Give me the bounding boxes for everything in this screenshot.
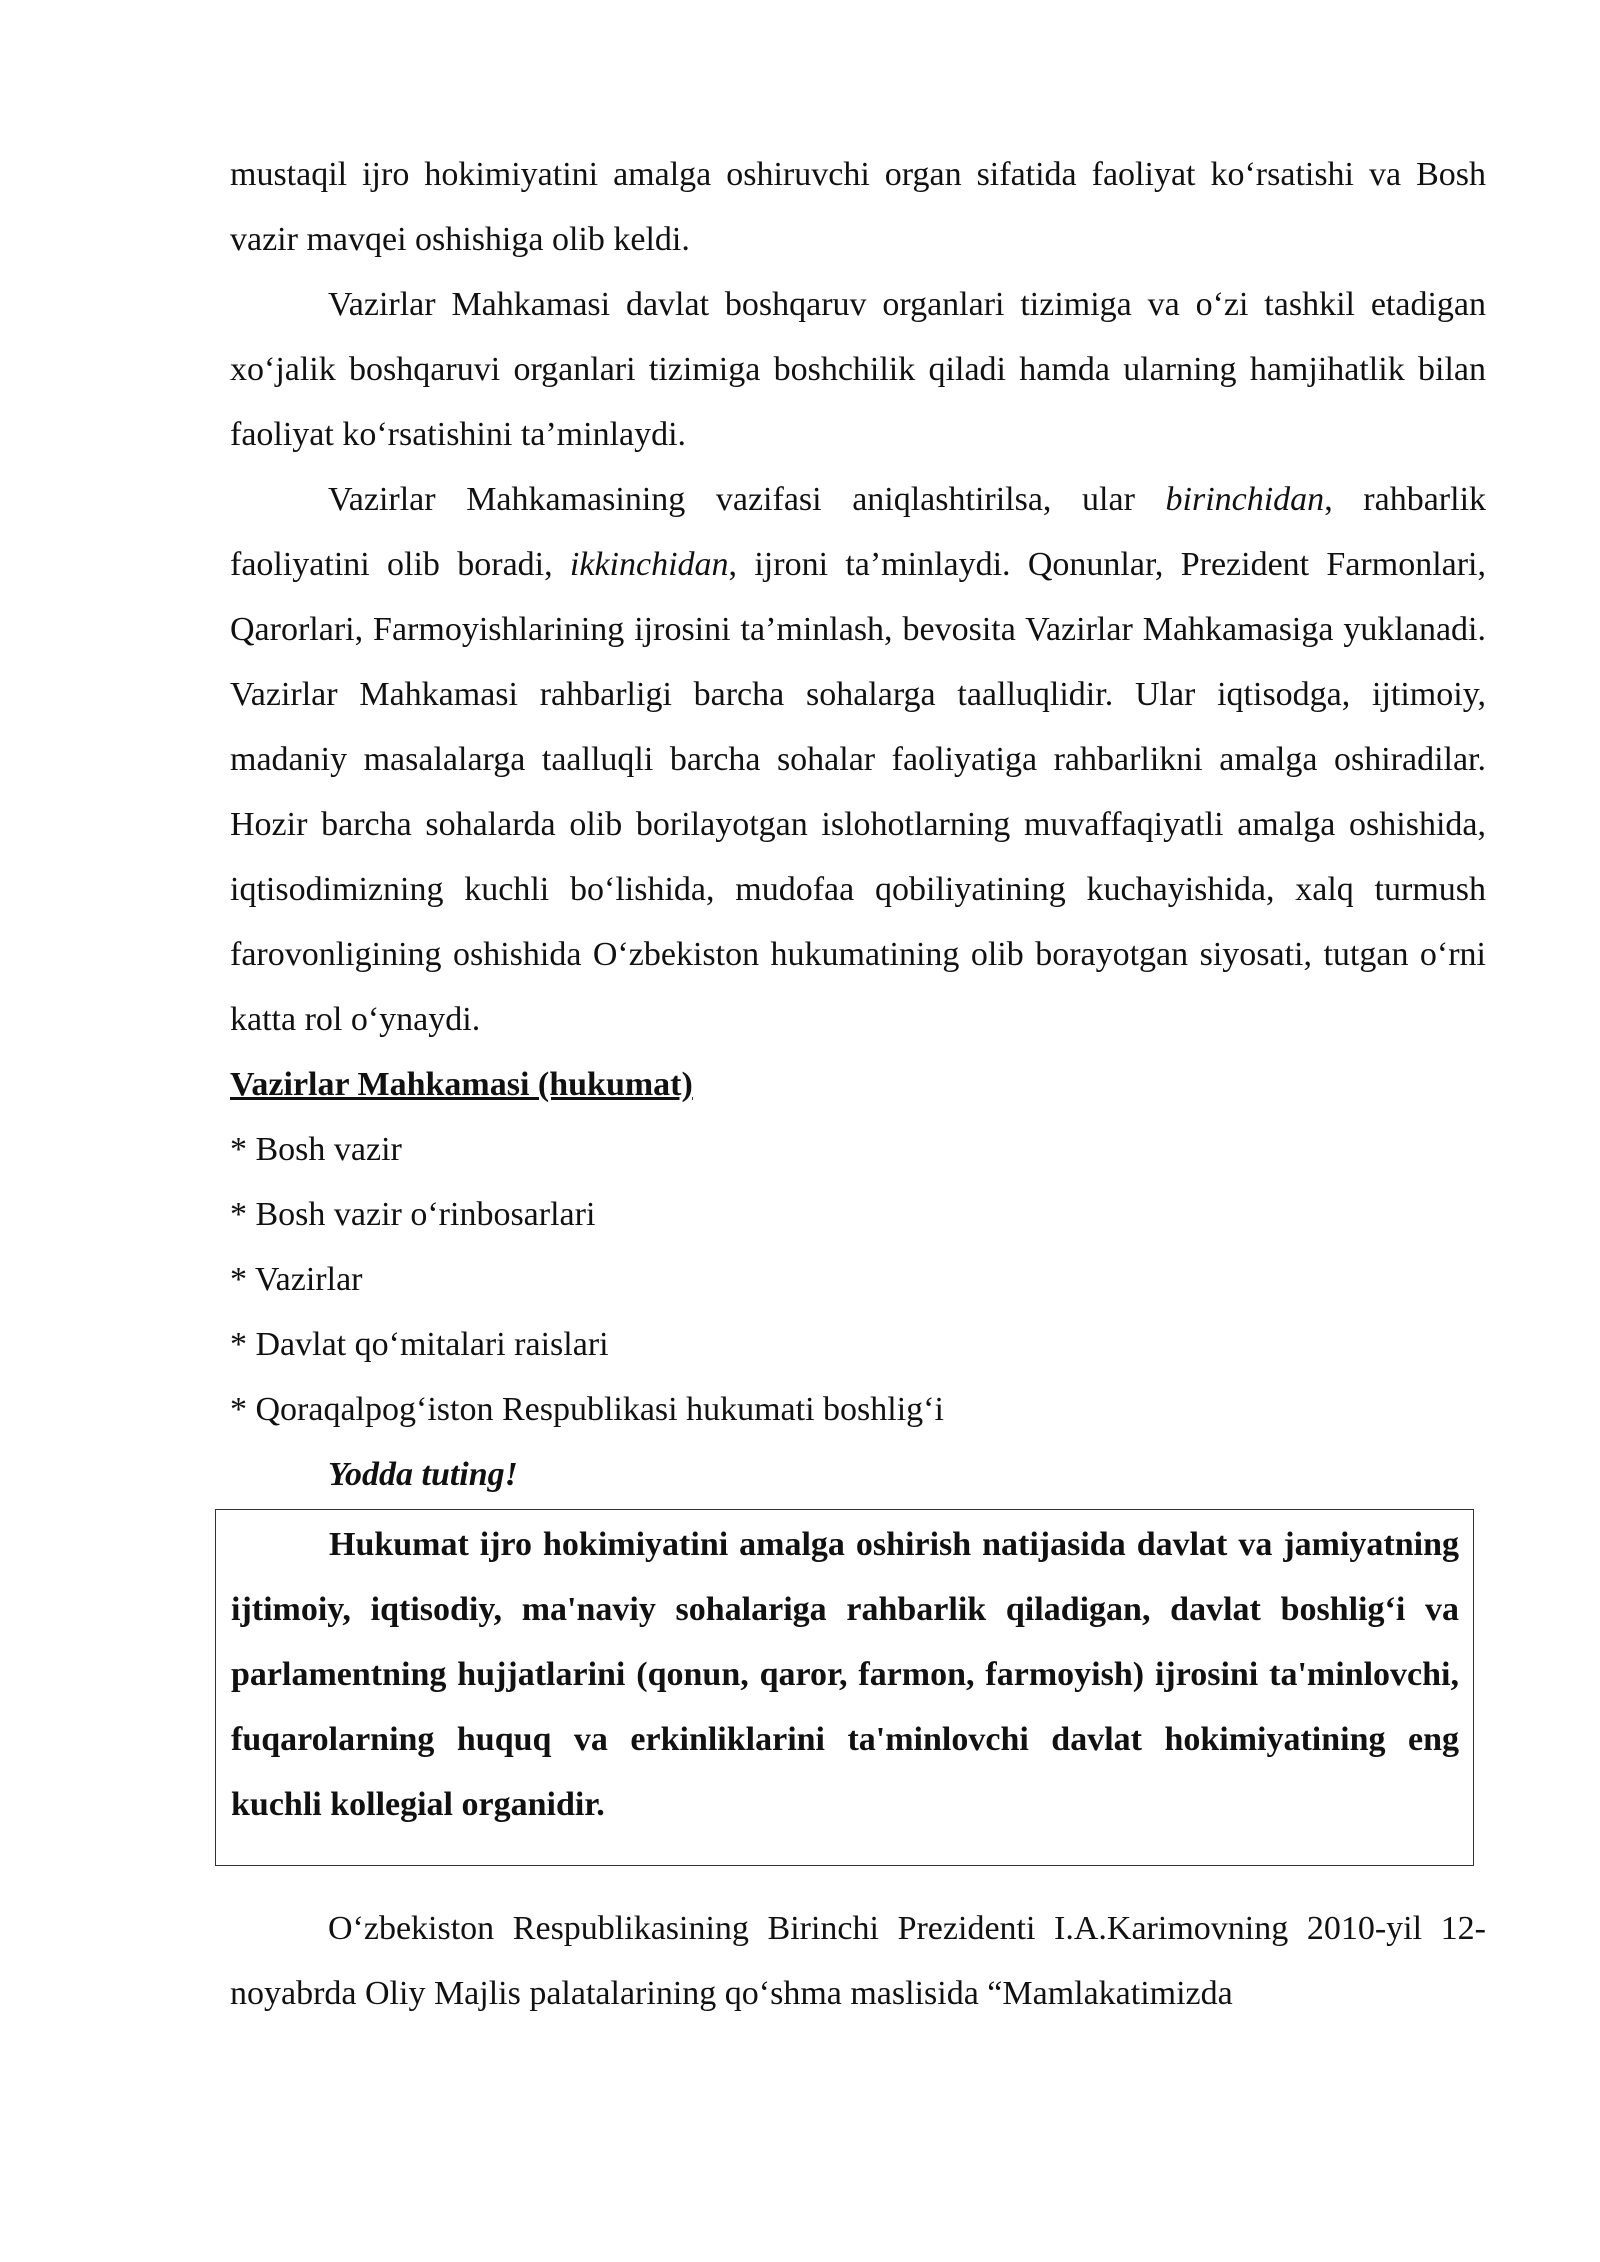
paragraph-2: Vazirlar Mahkamasi davlat boshqaruv organlari tizimiga va o‘zi tashkil etadigan xo‘jalik boshqaruvi organlari tizimiga boshchilik qiladi hamda ularning hamjihatlik bilan faoliyat ko‘rsatishini ta’minlaydi. bbox=[230, 286, 1486, 453]
emphasis-birinchidan: birinchidan bbox=[1165, 481, 1325, 518]
section-heading: Vazirlar Mahkamasi (hukumat) bbox=[230, 1066, 693, 1103]
remember-label: Yodda tuting! bbox=[328, 1456, 518, 1493]
paragraph-3-part-c: , ijroni ta’minlaydi. Qonunlar, Prezident Farmonlari, Qarorlari, Farmoyishlarining ijrosini ta’minlash, bevosita Vazirlar Mahkamasiga yuklanadi. Vazirlar Mahkamasi rahbarligi barcha sohalarga taalluqlidir. Ular iqtisodga, ijtimoiy, madaniy masalalarga taalluqli barcha sohalar faoliyatiga rahbarlikni amalga oshiradilar. Hozir barcha sohalarda olib borilayotgan islohotlarning muvaffaqiyatli amalga oshishida, iqtisodimizning kuchli bo‘lishida, mudofaa qobiliyatining kuchayishida, xalq turmush farovonligining oshishida O‘zbekiston hukumatining olib borayotgan siyosati, tutgan o‘rni katta rol o‘ynaydi. bbox=[230, 546, 1486, 1038]
list-item-bosh-vazir-orinbosarlari: * Bosh vazir o‘rinbosarlari bbox=[230, 1196, 596, 1233]
document-page bbox=[230, 142, 1486, 2026]
paragraph-3 bbox=[230, 467, 1486, 1052]
list-item-vazirlar: * Vazirlar bbox=[230, 1261, 363, 1298]
definition-text: Hukumat ijro hokimiyatini amalga oshirish natijasida davlat va jamiyatning ijtimoiy, iqtisodiy, ma'naviy sohalariga rahbarlik qiladigan, davlat boshlig‘i va parlamentning hujjatlarini (qonun, qaror, farmon, farmoyish) ijrosini ta'minlovchi, fuqarolarning huquq va erkinliklarini ta'minlovchi davlat hokimiyatining eng kuchli kollegial organidir. bbox=[231, 1526, 1459, 1823]
paragraph-3-part-b: , rahbarlik faoliyatini olib boradi, bbox=[230, 481, 1487, 583]
final-paragraph: O‘zbekiston Respublikasining Birinchi Prezidenti I.A.Karimovning 2010-yil 12-noyabrda Oliy Majlis palatalarining qo‘shma maslisida “Mamlakatimizda bbox=[230, 1910, 1486, 2012]
list-item-qoraqalpogiston-hukumati-boshligi: * Qoraqalpog‘iston Respublikasi hukumati boshlig‘i bbox=[230, 1391, 944, 1428]
paragraph-3-part-a: Vazirlar Mahkamasining vazifasi aniqlashtirilsa, ular bbox=[328, 481, 1166, 518]
definition-box bbox=[215, 1509, 1474, 1866]
list-item-davlat-qomitalari-raislari: * Davlat qo‘mitalari raislari bbox=[230, 1326, 609, 1363]
paragraph-1: mustaqil ijro hokimiyatini amalga oshiruvchi organ sifatida faoliyat ko‘rsatishi va Bosh vazir mavqei oshishiga olib keldi. bbox=[230, 156, 1486, 258]
emphasis-ikkinchidan: ikkinchidan bbox=[569, 546, 729, 583]
list-item-bosh-vazir: * Bosh vazir bbox=[230, 1131, 402, 1168]
